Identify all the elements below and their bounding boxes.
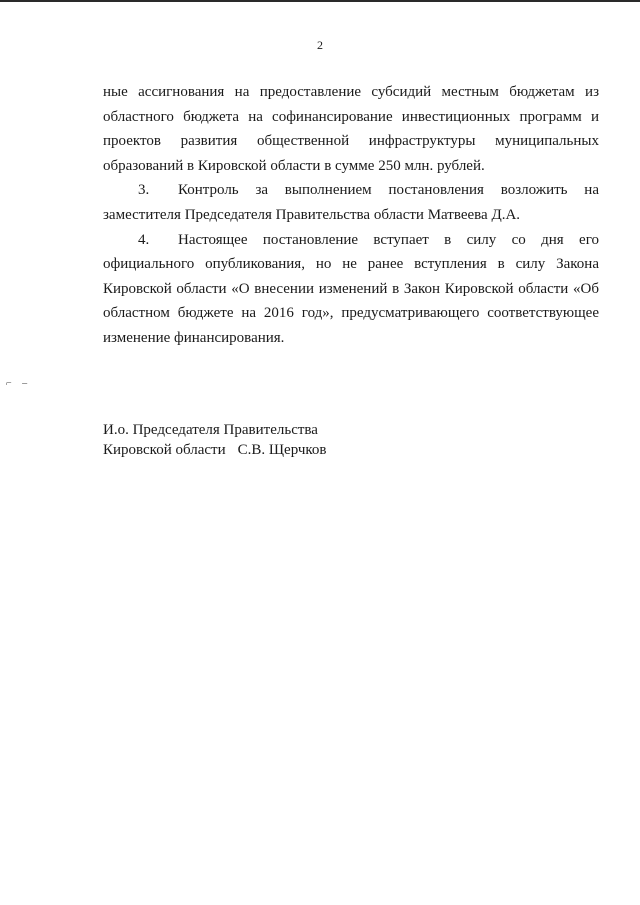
item-number: 3. xyxy=(138,182,150,199)
signature-line2 xyxy=(103,440,326,460)
item-text: Настоящее постановление вступает в силу со дня его официального опубликования, но не ранее вступления в силу Закона Кировской области «О внесении изменений в Закон Кировской области «Об областном бюджете на 2016 год», предусматривающего соответствующее изменение финансирования. xyxy=(103,231,599,346)
paragraph-continuation: ные ассигнования на предоставление субсидий местным бюджетам из областного бюджета на софинансирование инвестиционных программ и проектов развития общественной инфраструктуры муниципальных образований в Кировской области в сумме 250 млн. рублей. xyxy=(103,84,599,174)
signature-title-line1: И.о. Председателя Правительства xyxy=(103,422,318,438)
page-number: 2 xyxy=(317,38,323,52)
signatory-name: С.В. Щерчков xyxy=(237,442,327,458)
item-number: 4. xyxy=(138,231,150,248)
signature-title-line2: Кировской области xyxy=(103,442,226,458)
scan-artifact-mark: ⌐ – xyxy=(6,378,32,389)
document-body xyxy=(103,80,599,351)
scan-top-edge xyxy=(0,0,640,2)
list-item-3 xyxy=(103,178,599,227)
item-text: Контроль за выполнением постановления возложить на заместителя Председателя Правительства области Матвеева Д.А. xyxy=(103,182,599,223)
signature-block xyxy=(103,420,326,460)
list-item-4 xyxy=(103,228,599,351)
